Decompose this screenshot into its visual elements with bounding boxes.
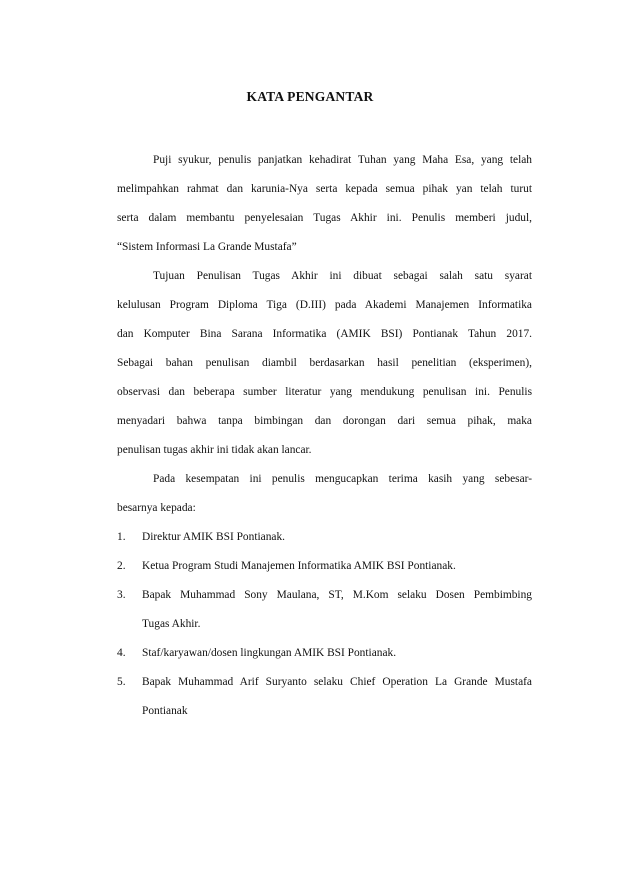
list-item-text: Bapak Muhammad Arif Suryanto selaku Chief Operation La Grande Mustafa	[142, 676, 532, 688]
list-item-number: 4.	[117, 647, 126, 659]
paragraph-line: dan Komputer Bina Sarana Informatika (AMIK BSI) Pontianak Tahun 2017.	[117, 328, 532, 340]
paragraph-line: penulisan tugas akhir ini tidak akan lancar.	[117, 444, 312, 456]
list-item	[117, 639, 532, 668]
list-item	[117, 581, 532, 639]
list-item-number: 5.	[117, 676, 126, 688]
paragraph-line: Tujuan Penulisan Tugas Akhir ini dibuat sebagai salah satu syarat	[153, 270, 532, 282]
paragraph-line: menyadari bahwa tanpa bimbingan dan dorongan dari semua pihak, maka	[117, 415, 532, 427]
paragraph-line: “Sistem Informasi La Grande Mustafa”	[117, 241, 297, 253]
list-item-text: Direktur AMIK BSI Pontianak.	[142, 531, 286, 543]
paragraph-line: Sebagai bahan penulisan diambil berdasarkan hasil penelitian (eksperimen),	[117, 357, 532, 369]
paragraph-intro	[117, 146, 532, 262]
list-item-text: Ketua Program Studi Manajemen Informatika AMIK BSI Pontianak.	[142, 560, 456, 572]
list-item	[117, 668, 532, 726]
paragraph-line: Puji syukur, penulis panjatkan kehadirat Tuhan yang Maha Esa, yang telah	[153, 154, 532, 166]
list-item-number: 1.	[117, 531, 126, 543]
list-item-text: Staf/karyawan/dosen lingkungan AMIK BSI Pontianak.	[142, 647, 397, 659]
paragraph-line: kelulusan Program Diploma Tiga (D.III) pada Akademi Manajemen Informatika	[117, 299, 532, 311]
page-title: KATA PENGANTAR	[246, 89, 374, 104]
paragraph-line: besarnya kepada:	[117, 502, 196, 514]
paragraph-thanks	[117, 465, 532, 523]
list-item	[117, 552, 532, 581]
acknowledgement-list	[117, 523, 532, 726]
paragraph-purpose	[117, 262, 532, 465]
list-item-number: 3.	[117, 589, 126, 601]
list-item-text: Bapak Muhammad Sony Maulana, ST, M.Kom selaku Dosen Pembimbing	[142, 589, 532, 601]
list-item-text: Pontianak	[142, 705, 188, 717]
paragraph-line: serta dalam membantu penyelesaian Tugas Akhir ini. Penulis memberi judul,	[117, 212, 532, 224]
paragraph-line: Pada kesempatan ini penulis mengucapkan terima kasih yang sebesar-	[153, 473, 532, 485]
paragraph-line: observasi dan beberapa sumber literatur yang mendukung penulisan ini. Penulis	[117, 386, 532, 398]
list-item-text: Tugas Akhir.	[142, 618, 201, 630]
list-item-number: 2.	[117, 560, 126, 572]
paragraph-line: melimpahkan rahmat dan karunia-Nya serta kepada semua pihak yan telah turut	[117, 183, 532, 195]
list-item	[117, 523, 532, 552]
